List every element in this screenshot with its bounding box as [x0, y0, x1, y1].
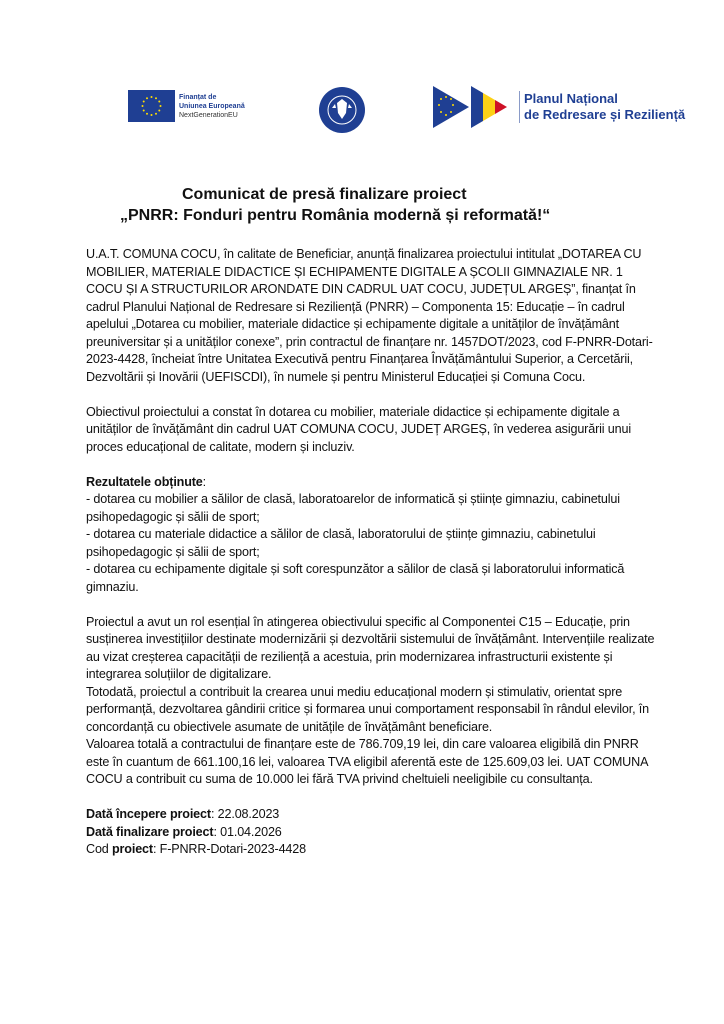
pnrr-arrows-icon: [433, 86, 511, 128]
eu-logo-line1: Finanțat de: [179, 93, 217, 101]
end-date: [86, 824, 656, 842]
value-paragraph: Valoarea totală a contractului de finanțare este de 786.709,19 lei, din care valoarea eligibilă din PNRR este în cuantum de 661.100,16 lei, valoarea TVA eligibil aferentă este de 125.609,03 lei. UAT COMUNA COCU a contribuit cu suma de 10.000 lei fără TVA privind cheltuieli neeligibile cu consultanța.: [86, 737, 648, 786]
eu-flag-icon: [128, 90, 175, 122]
eu-logo-line2: Uniunea Europeană: [179, 102, 245, 110]
end-date-value: : 01.04.2026: [213, 824, 282, 839]
result-item: - dotarea cu echipamente digitale și soft corespunzător a sălilor de clasă și laboratorului informatică gimnaziu.: [86, 562, 625, 594]
intro-paragraph: U.A.T. COMUNA COCU, în calitate de Beneficiar, anunță finalizarea proiectului intitulat „DOTAREA CU MOBILIER, MATERIALE DIDACTICE ȘI ECHIPAMENTE DIGITALE A ȘCOLII GIMNAZIALE NR. 1 COCU ȘI A STRUCTURILOR ARONDATE DIN CADRUL UAT COCU, JUDEȚUL ARGEȘ”, finanțat în cadrul Planului Național de Redresare si Reziliență (PNRR) – Componenta 15: Educație – în cadrul apelului „Dotarea cu mobilier, materiale didactice și echipamente digitale a unităților de învățământ preuniversitar și a unităților conexe”, prin contractul de finanțare nr. 1457DOT/2023, cod F-PNRR-Dotari-2023-4428, încheiat între Unitatea Executivă pentru Finanțarea Învățământului Superior, a Cercetării, Dezvoltării și Inovării (UEFISCDI), în numele și pentru Ministerul Educației și Comuna Cocu.: [86, 247, 653, 384]
page-title: [0, 184, 724, 226]
end-date-label: Dată finalizare proiect: [86, 824, 214, 839]
project-code-label: proiect: [112, 842, 153, 856]
result-item: - dotarea cu mobilier a sălilor de clasă, laboratoarelor de informatică și științe gimnaziu, cabinetului psihopedagogic și sălii de sport;: [86, 492, 620, 524]
results-heading: [86, 474, 656, 492]
header-logos: [0, 84, 724, 144]
objective-paragraph: Obiectivul proiectului a constat în dotarea cu mobilier, materiale didactice și echipamente digitale a unităților de învățământ din cadrul UAT COMUNA COCU, JUDEȚ ARGEȘ, în vederea asigurării unui proces educațional de calitate, modern și incluziv.: [86, 404, 631, 454]
start-date: [86, 806, 656, 824]
eu-logo-line3: NextGenerationEU: [179, 111, 238, 119]
project-code-prefix: Cod: [86, 842, 113, 856]
pnrr-logo: [433, 86, 685, 128]
project-code: [86, 841, 656, 859]
role-paragraph: Proiectul a avut un rol esențial în atingerea obiectivului specific al Componentei C15 – Educație, prin susținerea investițiilor destinate modernizării și dezvoltării sistemului de învățământ. Intervențiile realizate au vizat creșterea capacității de reziliență a acestuia, prin modernizarea infrastructurii existente și integrarea soluțiilor de digitalizare.: [86, 614, 655, 681]
title-line-2: „PNRR: Fonduri pentru România modernă și reformată!“: [120, 207, 551, 224]
document-body: [86, 246, 656, 859]
pnrr-logo-line2: de Redresare și Reziliență: [524, 107, 686, 122]
title-line-1: Comunicat de presă finalizare proiect: [182, 186, 467, 203]
start-date-value: : 22.08.2023: [210, 807, 280, 821]
contribution-paragraph: Totodată, proiectul a contribuit la crearea unui mediu educațional modern și stimulativ, orientat spre performanță, dezvoltarea gândirii critice și formarea unui comportament responsabil în rândul elevilor, în concordanță cu obiectivele asumate de unitățile de învățământ beneficiare.: [86, 684, 650, 734]
start-date-label: Dată începere proiect: [86, 807, 211, 821]
romanian-government-seal-icon: [318, 86, 366, 134]
project-code-value: : F-PNRR-Dotari-2023-4428: [152, 842, 306, 856]
eu-funding-logo: [128, 90, 245, 122]
pnrr-logo-line1: Planul Național: [524, 91, 618, 106]
result-item: - dotarea cu materiale didactice a sălilor de clasă, laboratorului de științe gimnaziu, cabinetului psihopedagogic și sălii de sport;: [86, 527, 596, 559]
results-heading-colon: :: [202, 474, 207, 489]
results-heading-label: Rezultatele obținute: [86, 474, 203, 489]
